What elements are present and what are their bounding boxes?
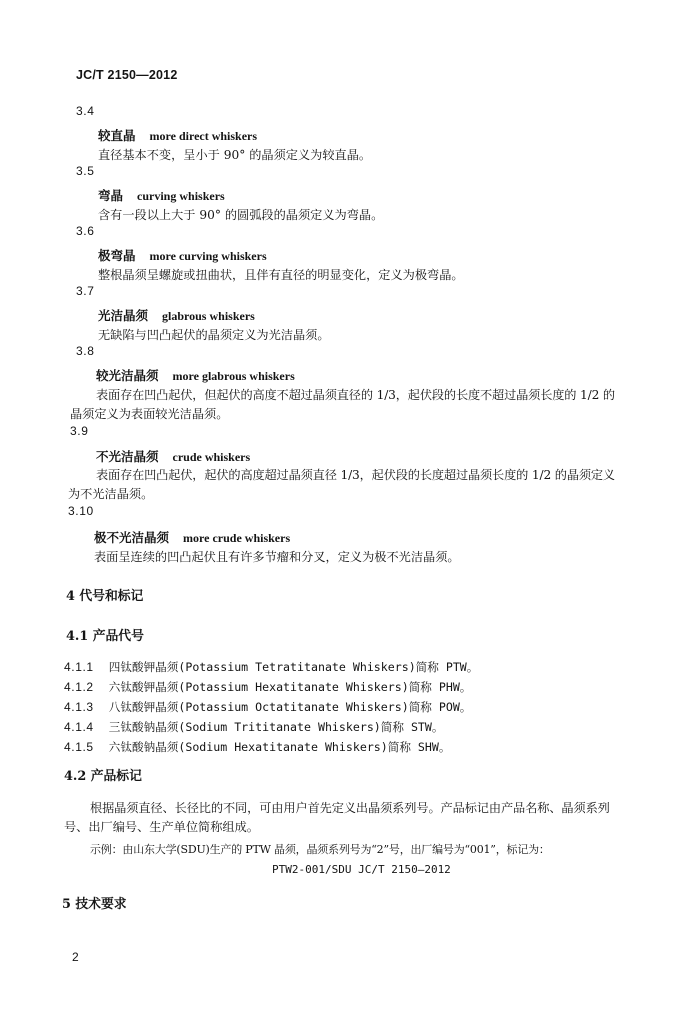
clause-number: 3.7 <box>76 284 95 298</box>
term-english: more crude whiskers <box>183 531 291 545</box>
code-text: 六钛酸钾晶须(Potassium Hexatitanate Whiskers)简称 PHW。 <box>108 680 472 694</box>
term-definition: 含有一段以上大于 90° 的圆弧段的晶须定义为弯晶。 <box>98 208 384 222</box>
clause-number: 3.4 <box>76 104 95 118</box>
term-heading <box>98 245 267 264</box>
code-item <box>64 736 450 755</box>
term-heading <box>96 365 295 384</box>
term-definition: 整根晶须呈螺旋或扭曲状，且伴有直径的明显变化，定义为极弯晶。 <box>98 268 464 282</box>
page-number: 2 <box>72 950 80 964</box>
section-title: 5 技术要求 <box>62 897 127 912</box>
term-english: glabrous whiskers <box>162 309 255 323</box>
term-definition: 直径基本不变，呈小于 90° 的晶须定义为较直晶。 <box>98 148 372 162</box>
term-chinese: 较光洁晶须 <box>96 368 159 383</box>
term-chinese: 极不光洁晶须 <box>94 530 170 545</box>
paragraph-line: 号、出厂编号、生产单位简称组成。 <box>64 820 259 834</box>
clause-number: 3.8 <box>76 344 95 358</box>
code-number: 4.1.2 <box>64 680 94 694</box>
code-text: 八钛酸钾晶须(Potassium Octatitanate Whiskers)简称 POW。 <box>108 700 472 714</box>
term-english: more glabrous whiskers <box>172 369 295 383</box>
code-number: 4.1.5 <box>64 740 94 754</box>
code-item <box>64 656 478 675</box>
section-title: 4 代号和标记 <box>66 589 144 604</box>
code-item <box>64 716 443 735</box>
clause-number: 3.10 <box>68 504 94 518</box>
code-item <box>64 696 471 715</box>
term-chinese: 较直晶 <box>98 128 136 143</box>
term-definition-line: 为不光洁晶须。 <box>68 487 154 501</box>
subsection-title: 4.1 产品代号 <box>66 629 144 644</box>
term-chinese: 极弯晶 <box>98 248 136 263</box>
clause-number: 3.6 <box>76 224 95 238</box>
term-chinese: 弯晶 <box>98 188 124 203</box>
term-english: curving whiskers <box>137 189 225 203</box>
term-heading <box>96 446 250 465</box>
paragraph-line: 根据晶须直径、长径比的不同，可由用户首先定义出晶须系列号。产品标记由产品名称、晶须系列 <box>90 801 610 815</box>
term-heading <box>98 305 255 324</box>
term-heading <box>94 527 290 546</box>
subsection-title: 4.2 产品标记 <box>64 769 142 784</box>
code-item <box>64 676 471 695</box>
code-text: 四钛酸钾晶须(Potassium Tetratitanate Whiskers)简称 PTW。 <box>108 660 479 674</box>
term-definition: 无缺陷与凹凸起伏的晶须定义为光洁晶须。 <box>98 328 330 342</box>
code-number: 4.1.1 <box>64 660 94 674</box>
term-english: more curving whiskers <box>149 249 267 263</box>
code-text: 三钛酸钠晶须(Sodium Trititanate Whiskers)简称 STW。 <box>108 720 444 734</box>
term-definition: 表面呈连续的凹凸起伏且有许多节瘤和分叉，定义为极不光洁晶须。 <box>94 550 460 564</box>
term-heading <box>98 125 257 144</box>
example-text: 示例：由山东大学(SDU)生产的 PTW 晶须，晶须系列号为“2”号，出厂编号为“001”，标记为： <box>90 843 550 856</box>
clause-number: 3.9 <box>70 424 89 438</box>
document-code-header: JC/T 2150—2012 <box>76 68 178 82</box>
term-english: more direct whiskers <box>149 129 258 143</box>
term-english: crude whiskers <box>172 450 251 464</box>
code-number: 4.1.3 <box>64 700 94 714</box>
term-chinese: 不光洁晶须 <box>96 449 159 464</box>
code-number: 4.1.4 <box>64 720 94 734</box>
term-definition-line: 表面存在凹凸起伏，但起伏的高度不超过晶须直径的 1/3，起伏段的长度不超过晶须长度的 1/2 的 <box>96 388 615 402</box>
term-heading <box>98 185 225 204</box>
term-definition-line: 晶须定义为表面较光洁晶须。 <box>70 407 229 421</box>
term-chinese: 光洁晶须 <box>98 308 149 323</box>
product-marking: PTW2-001/SDU JC/T 2150—2012 <box>272 863 451 876</box>
clause-number: 3.5 <box>76 164 95 178</box>
code-text: 六钛酸钠晶须(Sodium Hexatitanate Whiskers)简称 SHW。 <box>108 740 451 754</box>
term-definition-line: 表面存在凹凸起伏，起伏的高度超过晶须直径 1/3，起伏段的长度超过晶须长度的 1/2 的晶须定义 <box>96 468 615 482</box>
